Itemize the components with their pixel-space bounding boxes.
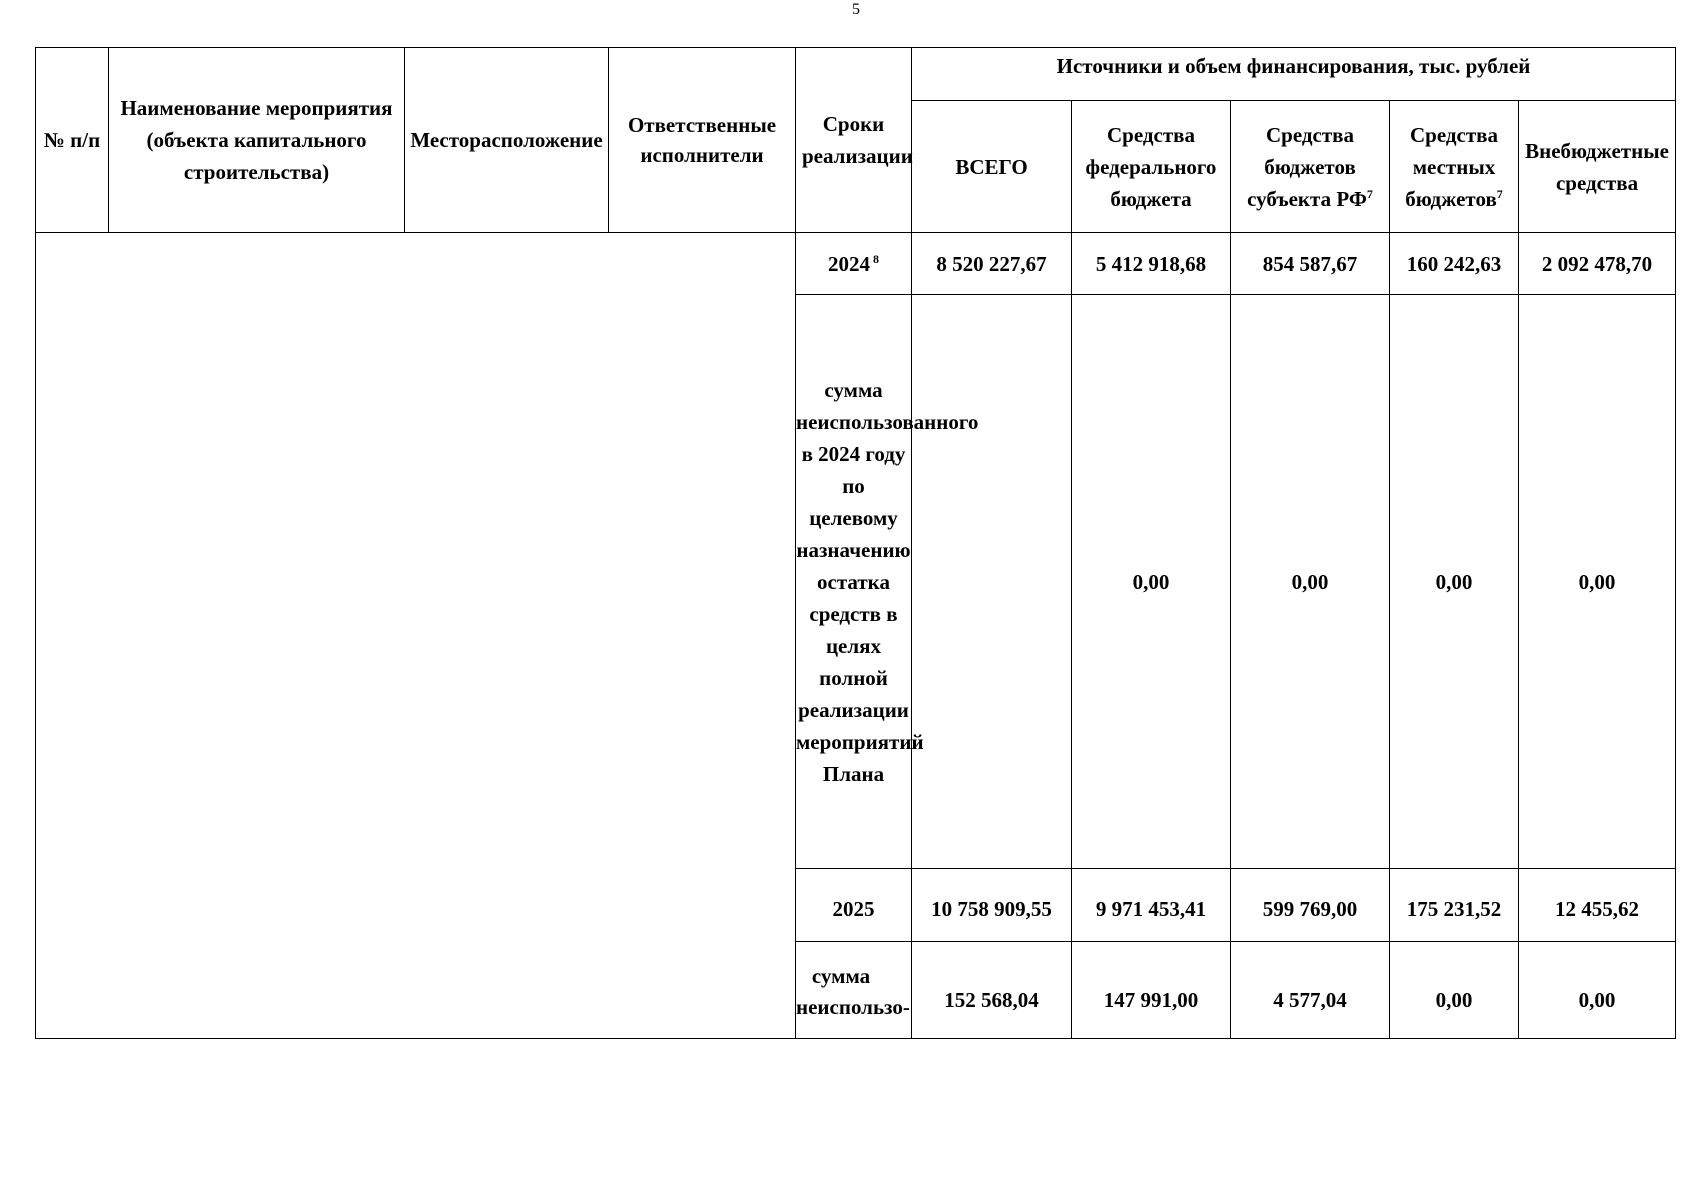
local-value: 160 242,63 <box>1406 251 1502 276</box>
extra-cell <box>1519 942 1676 1039</box>
total-value: 152 568,04 <box>944 988 1039 1012</box>
period-cell <box>796 942 912 1039</box>
extra-value: 0,00 <box>1578 569 1616 594</box>
period-value: 2025 <box>832 897 875 921</box>
extra-cell <box>1519 295 1676 869</box>
local-value: 0,00 <box>1435 988 1473 1012</box>
federal-cell <box>1072 942 1231 1039</box>
col-header-location-label: Месторасположение <box>410 128 603 152</box>
col-header-extra <box>1519 101 1676 233</box>
subject-value: 0,00 <box>1291 569 1329 594</box>
period-value: 2024 <box>828 251 870 276</box>
col-header-extra-label: Внебюджетные средства <box>1525 138 1669 195</box>
local-cell <box>1390 869 1519 942</box>
col-header-sources <box>912 48 1676 101</box>
local-cell <box>1390 295 1519 869</box>
extra-value: 12 455,62 <box>1555 897 1640 921</box>
col-header-name-label: Наименование мероприятия (объекта капитального строительства) <box>120 96 393 184</box>
subject-value: 854 587,67 <box>1262 251 1358 276</box>
total-cell <box>912 233 1072 295</box>
federal-value: 147 991,00 <box>1103 988 1199 1012</box>
total-cell <box>912 942 1072 1039</box>
total-cell <box>912 295 1072 869</box>
federal-cell <box>1072 295 1231 869</box>
extra-cell <box>1519 869 1676 942</box>
period-cell <box>796 295 979 869</box>
federal-value: 9 971 453,41 <box>1095 897 1207 921</box>
period-cell <box>796 233 912 295</box>
financing-table <box>35 47 1676 1039</box>
merged-empty-cell <box>36 233 796 1039</box>
col-header-total <box>912 101 1072 233</box>
local-value: 0,00 <box>1435 569 1473 594</box>
col-header-subject-label: Средства бюджетов субъекта РФ <box>1247 122 1367 211</box>
federal-value: 5 412 918,68 <box>1095 251 1207 276</box>
total-value: 10 758 909,55 <box>931 897 1052 921</box>
local-cell <box>1390 233 1519 295</box>
extra-value: 0,00 <box>1578 988 1616 1012</box>
page-top-mark: 5 <box>852 1 860 18</box>
col-header-federal <box>1072 101 1231 233</box>
footnote-mark: 7 <box>1496 186 1503 201</box>
subject-value: 599 769,00 <box>1262 897 1358 921</box>
federal-value: 0,00 <box>1132 569 1170 594</box>
period-value: сумма неиспользованного в 2024 году по целевому назначению остатка средств в целях полной реализации мероприятий Плана <box>796 377 979 786</box>
col-header-location <box>405 48 609 233</box>
col-header-local <box>1390 101 1519 233</box>
subject-value: 4 577,04 <box>1273 988 1347 1012</box>
federal-cell <box>1072 233 1231 295</box>
total-value: 8 520 227,67 <box>936 251 1047 276</box>
subject-cell <box>1231 869 1390 942</box>
subject-cell <box>1231 295 1390 869</box>
extra-cell <box>1519 233 1676 295</box>
table-row <box>36 233 1676 295</box>
total-cell <box>912 869 1072 942</box>
period-cell <box>796 869 912 942</box>
extra-value: 2 092 478,70 <box>1541 251 1653 276</box>
local-value: 175 231,52 <box>1406 897 1502 921</box>
col-header-sources-label: Источники и объем финансирования, тыс. рублей <box>1056 54 1531 78</box>
local-cell <box>1390 942 1519 1039</box>
federal-cell <box>1072 869 1231 942</box>
subject-cell <box>1231 942 1390 1039</box>
col-header-subject <box>1231 101 1390 233</box>
footnote-mark: 7 <box>1366 186 1373 201</box>
col-header-name <box>109 48 405 233</box>
col-header-num <box>36 48 109 233</box>
col-header-num-label: № п/п <box>43 128 101 152</box>
col-header-total-label: ВСЕГО <box>955 154 1028 179</box>
col-header-federal-label: Средства федерального бюджета <box>1085 122 1217 211</box>
col-header-executors-label: Ответственные исполнители <box>627 113 777 167</box>
col-header-local-label: Средства местных бюджетов <box>1405 122 1498 211</box>
col-header-period-label: Сроки реализации <box>802 112 913 168</box>
period-value: сумма неиспользо- <box>796 964 910 1019</box>
subject-cell <box>1231 233 1390 295</box>
col-header-executors <box>609 48 796 233</box>
col-header-period <box>796 48 912 233</box>
header-row-1 <box>36 48 1676 101</box>
footnote-mark: 8 <box>873 251 879 266</box>
